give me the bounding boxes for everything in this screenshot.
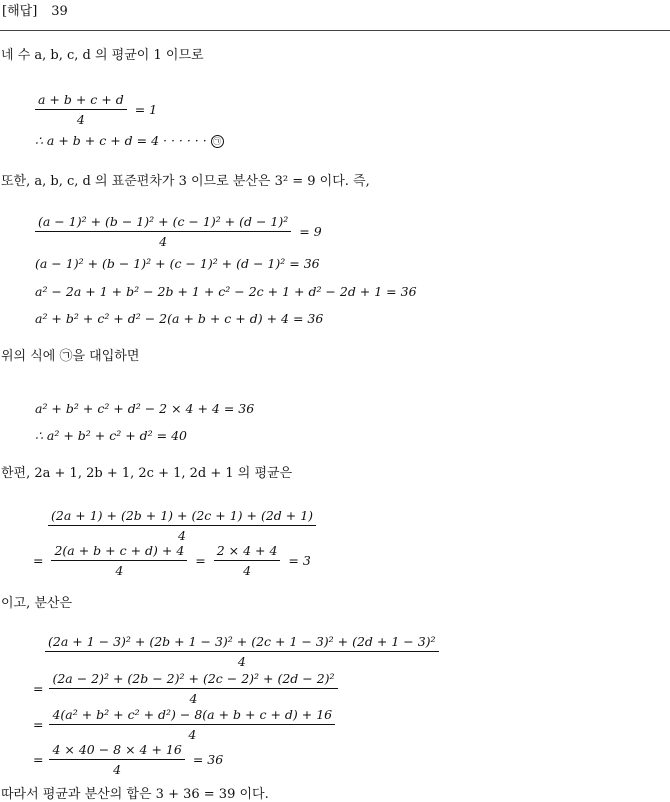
substitute-intro: 위의 식에 ㉠을 대입하면 (1, 349, 140, 364)
new-variance-fraction-2: = $\frac{\text{(2a − 2)² + (2b − 2)² + (2c − 2)² + (2d − 2)²}}{4}$ (33, 671, 338, 706)
circled-marker: ㉠ (211, 135, 224, 148)
answer-value: 39 (51, 4, 68, 19)
variance-equation: $\frac{\text{(a − 1)² + (b − 1)² + (c − 1)² + (d − 1)²}}{4}$ = 9 (35, 214, 326, 249)
substitute-line-1: a² + b² + c² + d² − 2 × 4 + 4 = 36 (35, 401, 255, 416)
mean-fraction: $\frac{a + b + c + d}{4}$ (35, 92, 127, 127)
new-mean-fraction-1: $\frac{(2a + 1) + (2b + 1) + (2c + 1) + (2d + 1)}{4}$ (48, 508, 316, 543)
answer-header (2, 0, 68, 19)
variance-fraction: $\frac{\text{(a − 1)² + (b − 1)² + (c − 1)² + (d − 1)²}}{4}$ (35, 214, 291, 249)
sum-equation: ∴ a + b + c + d = 4 · · · · · · ㉠ (35, 133, 224, 148)
mean-equation: $\frac{a + b + c + d}{4}$ = 1 (35, 92, 161, 127)
new-mean-simplify: = $\frac{2(a + b + c + d) + 4}{4}$ = $\frac{2 \times 4 + 4}{4}$ = 3 (33, 543, 311, 578)
answer-label: [해답] (2, 4, 38, 19)
conclusion-text: 따라서 평균과 분산의 합은 3 + 36 = 39 이다. (1, 787, 269, 802)
variance-intro: 또한, a, b, c, d 의 표준편차가 3 이므로 분산은 3² = 9 이다. 즉, (1, 174, 370, 189)
variance-line-2: (a − 1)² + (b − 1)² + (c − 1)² + (d − 1)² = 36 (35, 256, 320, 271)
new-variance-fraction-3: = $\frac{\text{4(a² + b² + c² + d²) − 8(a + b + c + d) + 16}}{4}$ (33, 707, 335, 742)
new-mean-intro: 한편, 2a + 1, 2b + 1, 2c + 1, 2d + 1 의 평균은 (1, 466, 293, 481)
new-variance-intro: 이고, 분산은 (1, 596, 73, 611)
substitute-line-2: ∴ a² + b² + c² + d² = 40 (35, 428, 188, 443)
header-divider (0, 30, 670, 31)
mean-intro: 네 수 a, b, c, d 의 평균이 1 이므로 (1, 48, 204, 63)
variance-line-3: a² − 2a + 1 + b² − 2b + 1 + c² − 2c + 1 + d² − 2d + 1 = 36 (35, 284, 417, 299)
variance-line-4: a² + b² + c² + d² − 2(a + b + c + d) + 4 = 36 (35, 311, 324, 326)
new-variance-result: = $\frac{4 \times 40 - 8 \times 4 + 16}{4}$ = 36 (33, 742, 224, 777)
new-variance-fraction-1: (2a + 1 − 3)² + (2b + 1 − 3)² + (2c + 1 − 3)² + (2d + 1 − 3)² 4 (45, 634, 439, 669)
